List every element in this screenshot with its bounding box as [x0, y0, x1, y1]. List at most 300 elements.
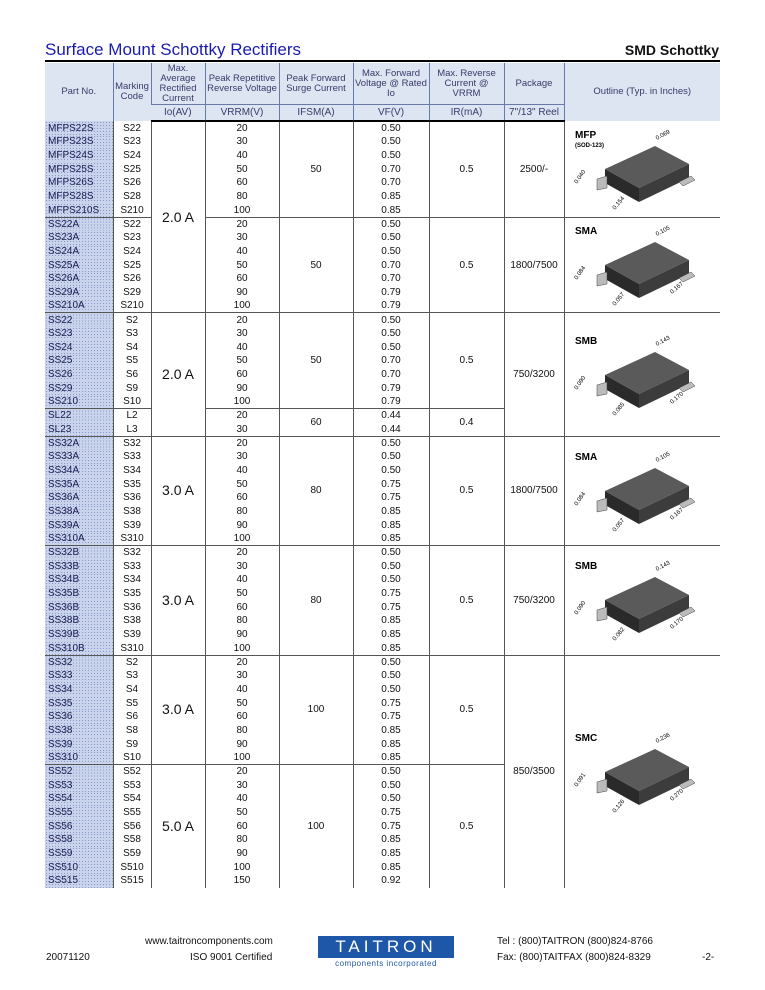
marking-code: S53 [113, 778, 151, 792]
table-row [45, 655, 720, 669]
part-number: SL22 [45, 409, 113, 423]
header-forward-voltage: Max. Forward Voltage @ Rated Io [353, 63, 429, 105]
forward-voltage: 0.50 [353, 573, 429, 587]
header-package: Package [504, 63, 564, 105]
marking-code: S310 [113, 641, 151, 655]
forward-voltage: 0.50 [353, 669, 429, 683]
marking-code: S24 [113, 245, 151, 259]
reverse-voltage: 30 [205, 327, 279, 341]
part-number: SS59 [45, 847, 113, 861]
logo-wordmark: TAITRON [318, 936, 454, 958]
package-lead-left [597, 272, 607, 286]
package-lead-left [597, 382, 607, 396]
reverse-voltage: 50 [205, 258, 279, 272]
marking-code: S4 [113, 340, 151, 354]
reverse-voltage: 150 [205, 874, 279, 888]
reverse-voltage: 60 [205, 491, 279, 505]
part-number: SS35B [45, 587, 113, 601]
reverse-voltage: 90 [205, 847, 279, 861]
marking-code: S52 [113, 765, 151, 779]
part-number: SS34B [45, 573, 113, 587]
dimension-label: 0.170 [669, 390, 686, 406]
part-number: SS52 [45, 765, 113, 779]
reverse-voltage: 20 [205, 409, 279, 423]
part-number: SS26A [45, 272, 113, 286]
marking-code: S515 [113, 874, 151, 888]
part-number: SS25A [45, 258, 113, 272]
part-number: SS510 [45, 860, 113, 874]
marking-code: S38 [113, 505, 151, 519]
package-reel: 1800/7500 [504, 436, 564, 546]
marking-code: S39 [113, 518, 151, 532]
marking-code: S55 [113, 806, 151, 820]
part-number: SS58 [45, 833, 113, 847]
part-number: SS210A [45, 299, 113, 313]
marking-code: S54 [113, 792, 151, 806]
marking-code: S22 [113, 217, 151, 231]
reverse-voltage: 100 [205, 860, 279, 874]
part-number: SS33 [45, 669, 113, 683]
reverse-voltage: 40 [205, 149, 279, 163]
header-surge-current: Peak Forward Surge Current [279, 63, 353, 105]
dimension-label: 0.143 [655, 560, 672, 574]
forward-voltage: 0.50 [353, 231, 429, 245]
marking-code: S2 [113, 313, 151, 327]
part-number: SS310A [45, 532, 113, 546]
package-drawing [567, 330, 717, 420]
part-number: SS310B [45, 641, 113, 655]
reverse-voltage: 50 [205, 587, 279, 601]
part-number: SS22 [45, 313, 113, 327]
part-number: MFPS28S [45, 190, 113, 204]
reverse-voltage: 90 [205, 628, 279, 642]
package-outline [564, 121, 720, 217]
reverse-current: 0.5 [429, 765, 504, 888]
package-drawing [567, 446, 717, 536]
part-number: SS54 [45, 792, 113, 806]
marking-code: S36 [113, 600, 151, 614]
forward-voltage: 0.50 [353, 149, 429, 163]
forward-voltage: 0.85 [353, 505, 429, 519]
reverse-voltage: 40 [205, 573, 279, 587]
forward-voltage: 0.50 [353, 245, 429, 259]
current-rating: 3.0 A [151, 546, 205, 656]
marking-code: S10 [113, 751, 151, 765]
dimension-label: 0.091 [573, 772, 588, 788]
reverse-voltage: 20 [205, 313, 279, 327]
forward-voltage: 0.44 [353, 409, 429, 423]
part-number: SS39 [45, 737, 113, 751]
phone-number: Tel : (800)TAITRON (800)824-8766 [497, 936, 653, 947]
reverse-voltage: 90 [205, 381, 279, 395]
surge-current: 80 [279, 436, 353, 546]
part-number: SS26 [45, 368, 113, 382]
dimension-label: 0.057 [612, 291, 627, 308]
unit-vrrm: VRRM(V) [205, 105, 279, 122]
forward-voltage: 0.85 [353, 833, 429, 847]
marking-code: S3 [113, 669, 151, 683]
forward-voltage: 0.50 [353, 450, 429, 464]
part-number: SS33B [45, 559, 113, 573]
part-number: SS29 [45, 381, 113, 395]
reverse-voltage: 60 [205, 600, 279, 614]
marking-code: S34 [113, 573, 151, 587]
reverse-voltage: 90 [205, 286, 279, 300]
part-number: SS33A [45, 450, 113, 464]
reverse-voltage: 90 [205, 737, 279, 751]
forward-voltage: 0.85 [353, 203, 429, 217]
forward-voltage: 0.85 [353, 860, 429, 874]
current-rating: 2.0 A [151, 121, 205, 313]
dimension-label: 0.126 [612, 798, 627, 815]
part-number: MFPS26S [45, 176, 113, 190]
package-name: MFP [575, 129, 597, 141]
website-link[interactable]: www.taitroncomponents.com [145, 936, 273, 947]
forward-voltage: 0.70 [353, 258, 429, 272]
dimension-label: 0.040 [573, 169, 588, 185]
part-number: SS39A [45, 518, 113, 532]
reverse-voltage: 30 [205, 778, 279, 792]
part-number: SS39B [45, 628, 113, 642]
forward-voltage: 0.50 [353, 683, 429, 697]
part-number: SS56 [45, 819, 113, 833]
marking-code: S33 [113, 559, 151, 573]
current-rating: 3.0 A [151, 436, 205, 546]
marking-code: S8 [113, 724, 151, 738]
dimension-label: 0.167 [669, 281, 686, 296]
part-number: SL23 [45, 422, 113, 436]
reverse-voltage: 60 [205, 272, 279, 286]
part-number: MFPS25S [45, 162, 113, 176]
marking-code: S32 [113, 546, 151, 560]
unit-ir: IR(mA) [429, 105, 504, 122]
header-outline: Outline (Typ. in Inches) [564, 63, 720, 121]
marking-code: S39 [113, 628, 151, 642]
forward-voltage: 0.79 [353, 299, 429, 313]
part-number: SS55 [45, 806, 113, 820]
dimension-label: 0.090 [573, 374, 588, 391]
marking-code: S4 [113, 683, 151, 697]
surge-current: 100 [279, 765, 353, 888]
reverse-voltage: 20 [205, 217, 279, 231]
package-name: SMB [575, 335, 598, 347]
reverse-voltage: 30 [205, 669, 279, 683]
forward-voltage: 0.50 [353, 778, 429, 792]
marking-code: S35 [113, 587, 151, 601]
part-number: SS35 [45, 696, 113, 710]
marking-code: S23 [113, 231, 151, 245]
reverse-voltage: 100 [205, 532, 279, 546]
current-rating: 2.0 A [151, 313, 205, 436]
part-number: SS34A [45, 464, 113, 478]
package-lead-left [597, 176, 607, 190]
marking-code: S56 [113, 819, 151, 833]
package-drawing [567, 727, 717, 817]
part-number: MFPS23S [45, 135, 113, 149]
package-outline [564, 436, 720, 546]
part-number: SS23A [45, 231, 113, 245]
package-code: (SOD-123) [575, 142, 605, 149]
marking-code: S5 [113, 696, 151, 710]
unit-ifsm: IFSM(A) [279, 105, 353, 122]
reverse-voltage: 100 [205, 203, 279, 217]
reverse-voltage: 30 [205, 422, 279, 436]
part-number: SS310 [45, 751, 113, 765]
dimension-label: 0.167 [669, 507, 686, 522]
marking-code: S25 [113, 258, 151, 272]
marking-code: S29 [113, 286, 151, 300]
package-outline [564, 655, 720, 888]
marking-code: S36 [113, 491, 151, 505]
reverse-voltage: 100 [205, 641, 279, 655]
marking-code: S10 [113, 395, 151, 409]
package-name: SMC [575, 732, 598, 744]
forward-voltage: 0.75 [353, 806, 429, 820]
forward-voltage: 0.85 [353, 614, 429, 628]
forward-voltage: 0.85 [353, 190, 429, 204]
part-number: SS38 [45, 724, 113, 738]
reverse-voltage: 40 [205, 792, 279, 806]
marking-code: S24 [113, 149, 151, 163]
marking-code: S34 [113, 464, 151, 478]
surge-current: 80 [279, 546, 353, 656]
marking-code: S28 [113, 190, 151, 204]
dimension-label: 0.084 [573, 265, 588, 282]
package-outline [564, 546, 720, 656]
forward-voltage: 0.79 [353, 286, 429, 300]
forward-voltage: 0.70 [353, 368, 429, 382]
spec-table [45, 63, 720, 888]
forward-voltage: 0.50 [353, 121, 429, 135]
package-reel: 1800/7500 [504, 217, 564, 313]
reverse-voltage: 50 [205, 477, 279, 491]
forward-voltage: 0.50 [353, 765, 429, 779]
header-avg-current: Max. Average Rectified Current [151, 63, 205, 105]
marking-code: S210 [113, 203, 151, 217]
part-number: MFPS24S [45, 149, 113, 163]
dimension-label: 0.069 [655, 129, 672, 142]
header-reverse-voltage: Peak Repetitive Reverse Voltage [205, 63, 279, 105]
package-name: SMB [575, 561, 598, 573]
package-outline [564, 217, 720, 313]
part-number: SS36B [45, 600, 113, 614]
reverse-voltage: 80 [205, 833, 279, 847]
package-lead-left [597, 779, 607, 793]
reverse-voltage: 80 [205, 614, 279, 628]
part-number: SS32A [45, 436, 113, 450]
reverse-voltage: 60 [205, 710, 279, 724]
iso-certification: ISO 9001 Certified [190, 952, 273, 963]
reverse-voltage: 50 [205, 806, 279, 820]
marking-code: L3 [113, 422, 151, 436]
table-row [45, 313, 720, 327]
reverse-voltage: 80 [205, 505, 279, 519]
dimension-label: 0.143 [655, 334, 672, 348]
dimension-label: 0.105 [655, 225, 672, 238]
reverse-current: 0.5 [429, 121, 504, 217]
part-number: SS35A [45, 477, 113, 491]
part-number: SS22A [45, 217, 113, 231]
reverse-voltage: 20 [205, 121, 279, 135]
forward-voltage: 0.85 [353, 641, 429, 655]
current-rating: 5.0 A [151, 765, 205, 888]
forward-voltage: 0.85 [353, 724, 429, 738]
part-number: SS32B [45, 546, 113, 560]
forward-voltage: 0.85 [353, 847, 429, 861]
forward-voltage: 0.50 [353, 340, 429, 354]
reverse-voltage: 30 [205, 450, 279, 464]
forward-voltage: 0.75 [353, 696, 429, 710]
package-name: SMA [575, 451, 598, 463]
package-reel: 750/3200 [504, 313, 564, 436]
marking-code: S2 [113, 655, 151, 669]
part-number: SS34 [45, 683, 113, 697]
dimension-label: 0.085 [612, 401, 627, 417]
reverse-voltage: 30 [205, 231, 279, 245]
reverse-voltage: 40 [205, 340, 279, 354]
category-label: SMD Schottky [624, 42, 719, 58]
table-row [45, 121, 720, 135]
reverse-voltage: 40 [205, 464, 279, 478]
reverse-voltage: 20 [205, 655, 279, 669]
package-lead-left [597, 607, 607, 621]
table-row [45, 217, 720, 231]
part-number: SS36A [45, 491, 113, 505]
forward-voltage: 0.75 [353, 477, 429, 491]
reverse-voltage: 20 [205, 765, 279, 779]
spec-table-body [45, 121, 720, 888]
dimension-label: 0.105 [655, 451, 672, 464]
unit-vf: VF(V) [353, 105, 429, 122]
forward-voltage: 0.92 [353, 874, 429, 888]
marking-code: S32 [113, 436, 151, 450]
dimension-label: 0.084 [573, 491, 588, 508]
part-number: SS24A [45, 245, 113, 259]
unit-io: Io(AV) [151, 105, 205, 122]
forward-voltage: 0.50 [353, 217, 429, 231]
part-number: SS36 [45, 710, 113, 724]
package-drawing [567, 555, 717, 645]
reverse-current: 0.5 [429, 655, 504, 765]
reverse-voltage: 50 [205, 696, 279, 710]
reverse-voltage: 20 [205, 546, 279, 560]
dimension-label: 0.236 [655, 732, 672, 745]
page-title: Surface Mount Schottky Rectifiers [45, 40, 302, 59]
part-number: SS38A [45, 505, 113, 519]
reverse-voltage: 60 [205, 368, 279, 382]
part-number: SS53 [45, 778, 113, 792]
forward-voltage: 0.50 [353, 559, 429, 573]
table-row [45, 546, 720, 560]
marking-code: S22 [113, 121, 151, 135]
marking-code: S9 [113, 381, 151, 395]
forward-voltage: 0.50 [353, 792, 429, 806]
page-number: -2- [702, 952, 715, 963]
forward-voltage: 0.44 [353, 422, 429, 436]
part-number: SS38B [45, 614, 113, 628]
forward-voltage: 0.79 [353, 381, 429, 395]
reverse-voltage: 20 [205, 436, 279, 450]
dimension-label: 0.170 [669, 616, 686, 631]
marking-code: S9 [113, 737, 151, 751]
table-row [45, 436, 720, 450]
reverse-current: 0.5 [429, 217, 504, 313]
reverse-voltage: 80 [205, 724, 279, 738]
marking-code: S33 [113, 450, 151, 464]
marking-code: S26 [113, 176, 151, 190]
marking-code: S25 [113, 162, 151, 176]
reverse-voltage: 30 [205, 559, 279, 573]
forward-voltage: 0.70 [353, 354, 429, 368]
header-part-no: Part No. [45, 63, 113, 121]
reverse-voltage: 50 [205, 354, 279, 368]
surge-current: 100 [279, 655, 353, 765]
part-number: MFPS22S [45, 121, 113, 135]
fax-number: Fax: (800)TAITFAX (800)824-8329 [497, 952, 651, 963]
dimension-label: 0.057 [612, 517, 627, 534]
part-number: SS32 [45, 655, 113, 669]
reverse-voltage: 100 [205, 395, 279, 409]
marking-code: S58 [113, 833, 151, 847]
forward-voltage: 0.70 [353, 176, 429, 190]
forward-voltage: 0.70 [353, 272, 429, 286]
reverse-voltage: 80 [205, 190, 279, 204]
reverse-voltage: 90 [205, 518, 279, 532]
reverse-current: 0.5 [429, 546, 504, 656]
marking-code: S26 [113, 272, 151, 286]
surge-current: 60 [279, 409, 353, 436]
doc-date: 20071120 [46, 952, 90, 963]
marking-code: L2 [113, 409, 151, 423]
reverse-current: 0.4 [429, 409, 504, 436]
part-number: SS23 [45, 327, 113, 341]
package-name: SMA [575, 226, 598, 238]
surge-current: 50 [279, 121, 353, 217]
marking-code: S38 [113, 614, 151, 628]
forward-voltage: 0.50 [353, 464, 429, 478]
marking-code: S35 [113, 477, 151, 491]
marking-code: S3 [113, 327, 151, 341]
marking-code: S23 [113, 135, 151, 149]
package-lead-left [597, 498, 607, 512]
marking-code: S210 [113, 299, 151, 313]
forward-voltage: 0.75 [353, 710, 429, 724]
header-reverse-current: Max. Reverse Current @ VRRM [429, 63, 504, 105]
forward-voltage: 0.85 [353, 628, 429, 642]
marking-code: S6 [113, 368, 151, 382]
package-drawing [567, 124, 717, 214]
reverse-current: 0.5 [429, 313, 504, 409]
reverse-voltage: 50 [205, 162, 279, 176]
reverse-current: 0.5 [429, 436, 504, 546]
marking-code: S6 [113, 710, 151, 724]
forward-voltage: 0.85 [353, 518, 429, 532]
reverse-voltage: 40 [205, 245, 279, 259]
forward-voltage: 0.50 [353, 313, 429, 327]
forward-voltage: 0.50 [353, 327, 429, 341]
marking-code: S5 [113, 354, 151, 368]
package-reel: 2500/- [504, 121, 564, 217]
header-marking-code: Marking Code [113, 63, 151, 121]
reverse-voltage: 100 [205, 751, 279, 765]
reverse-voltage: 100 [205, 299, 279, 313]
dimension-label: 0.082 [612, 627, 627, 643]
forward-voltage: 0.85 [353, 737, 429, 751]
reverse-voltage: 30 [205, 135, 279, 149]
forward-voltage: 0.50 [353, 436, 429, 450]
package-outline [564, 313, 720, 436]
marking-code: S310 [113, 532, 151, 546]
